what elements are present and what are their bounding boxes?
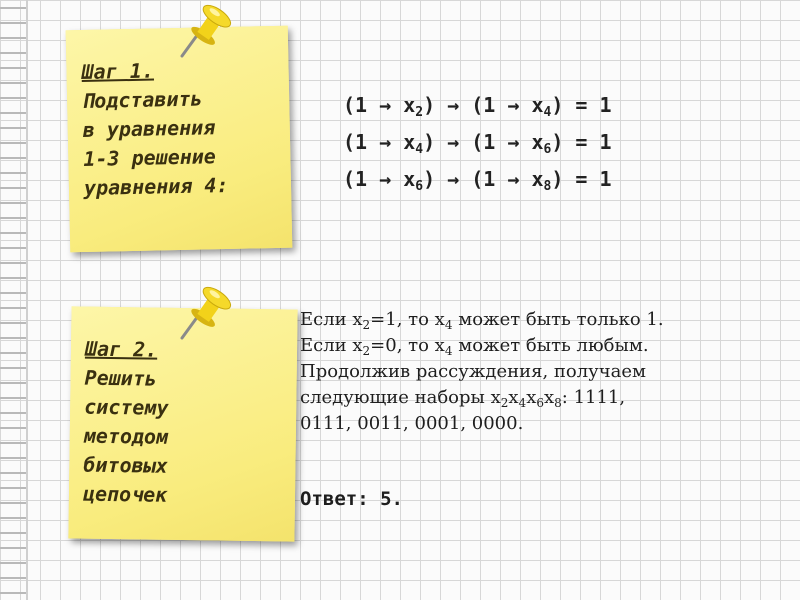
step2-title: Шаг 2.: [84, 336, 158, 362]
step2-line: битовых: [83, 452, 168, 478]
spiral-binding: [0, 0, 28, 600]
pushpin-icon: [168, 282, 248, 344]
answer-text: Ответ: 5.: [300, 488, 403, 510]
step1-line: уравнения 4:: [83, 172, 229, 200]
equations-block: [343, 87, 612, 198]
equation-line: $(1 \to x_2) \to (1 \to x_4) = 1$: [343, 93, 612, 120]
equation-line: $(1 \to x_6) \to (1 \to x_8) = 1$: [343, 167, 612, 194]
pushpin-icon: [168, 0, 248, 62]
explanation-line: следующие наборы $x_2x_4x_6x_8$: 1111,: [300, 387, 626, 410]
step1-title: Шаг 1.: [81, 58, 155, 85]
step2-line: методом: [83, 423, 169, 449]
step1-line: 1-3 решение: [83, 144, 217, 172]
step2-line: цепочек: [82, 481, 168, 507]
step1-line: Подставить: [81, 86, 203, 114]
step1-line: в уравнения: [82, 115, 216, 143]
explanation-line: Если $x_2=0$, то $x_4$ может быть любым.: [300, 335, 649, 358]
step2-line: системy: [84, 394, 169, 420]
explanation-line: Продолжив рассуждения, получаем: [300, 361, 647, 382]
equation-line: $(1 \to x_4) \to (1 \to x_6) = 1$: [343, 130, 612, 157]
step2-line: Решить: [84, 365, 158, 391]
explanation-line: 0111, 0011, 0001, 0000.: [300, 413, 524, 434]
explanation-line: Если $x_2=1$, то $x_4$ может быть только 1.: [300, 309, 664, 332]
explanation-text: [300, 307, 790, 437]
